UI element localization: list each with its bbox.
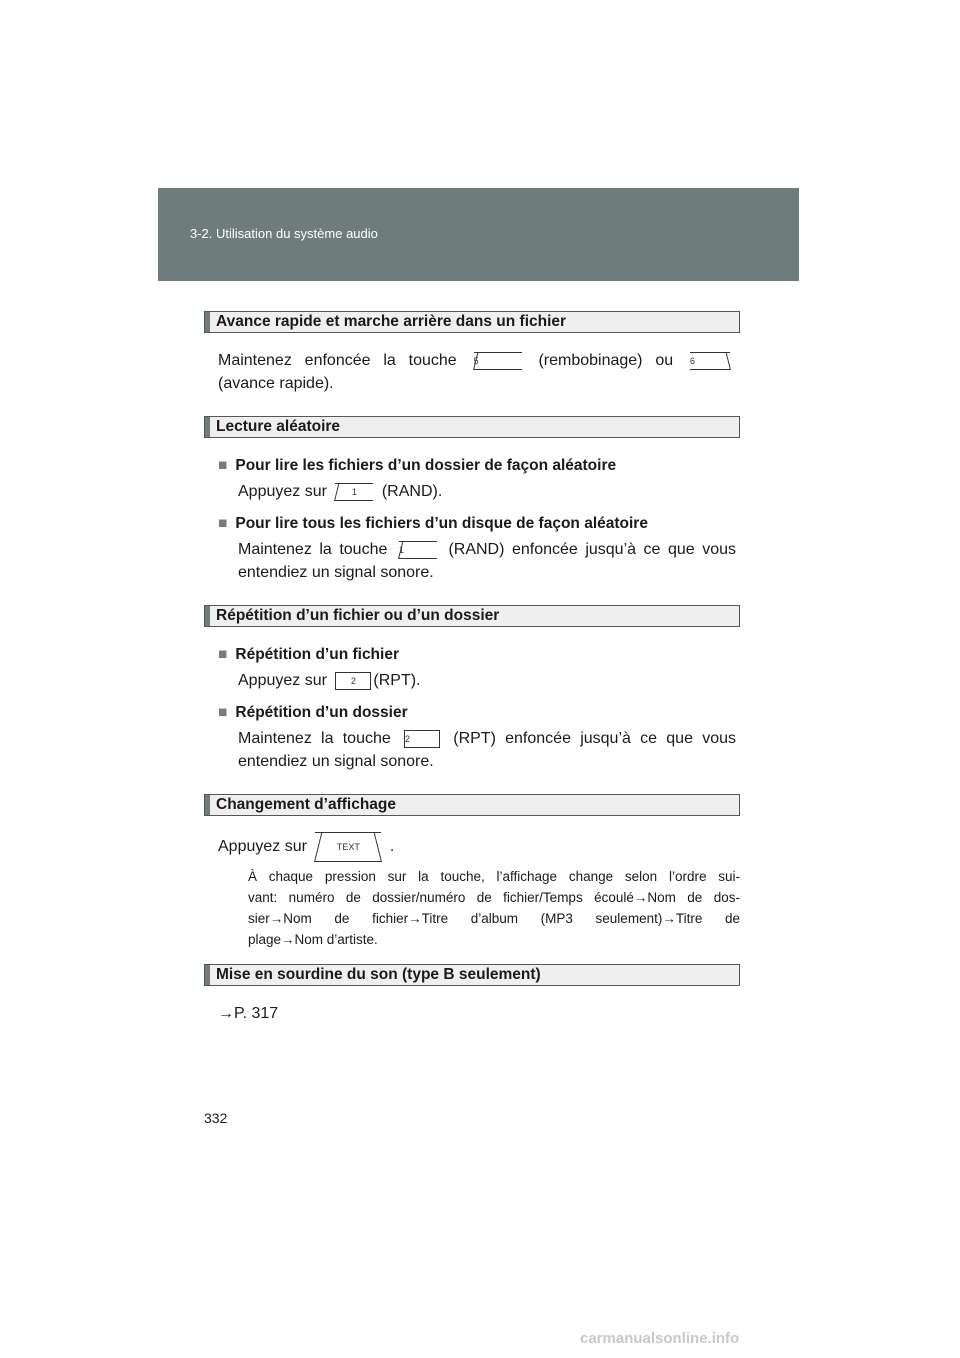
- chapter-title: 3-2. Utilisation du système audio: [190, 226, 378, 241]
- bullet-square-icon: ■: [218, 704, 228, 721]
- subsection-title-random-folder: ■ Pour lire les fichiers d’un dossier de façon aléatoire: [218, 457, 617, 474]
- repeat-folder-instruction-cont: entendiez un signal sonore.: [238, 753, 434, 770]
- section-title: Répétition d’un fichier ou d’un dossier: [216, 607, 500, 624]
- page-number: 332: [204, 1110, 228, 1126]
- section-title: Lecture aléatoire: [216, 418, 341, 435]
- button-1-icon: 1: [399, 541, 437, 559]
- watermark: carmanualsonline.info: [580, 1330, 740, 1347]
- bullet-square-icon: ■: [218, 515, 228, 532]
- bullet-square-icon: ■: [218, 457, 228, 474]
- page-reference-link[interactable]: →P. 317: [218, 1005, 279, 1022]
- display-instruction: Appuyez sur TEXT .: [218, 832, 394, 862]
- button-5-icon: 5: [474, 352, 522, 370]
- bullet-square-icon: ■: [218, 646, 228, 663]
- section-title: Changement d’affichage: [216, 796, 396, 813]
- random-disc-instruction: Maintenez la touche 1 (RAND) enfoncée jusqu’à ce que vous: [238, 541, 736, 558]
- section-header-fast-forward: [204, 311, 740, 333]
- button-2-icon: 2: [335, 672, 371, 690]
- subsection-title-repeat-folder: ■ Répétition d’un dossier: [218, 704, 408, 721]
- chapter-header-band: [158, 188, 799, 281]
- repeat-folder-instruction: Maintenez la touche 2 (RPT) enfoncée jusqu’à ce que vous: [238, 730, 736, 747]
- subsection-title-random-disc: ■ Pour lire tous les fichiers d’un disque de façon aléatoire: [218, 515, 648, 532]
- button-2-icon: 2: [404, 730, 440, 748]
- fast-forward-instruction: Maintenez enfoncée la touche 5 (rembobinage) ou 6: [218, 350, 734, 372]
- repeat-file-instruction: Appuyez sur 2 (RPT).: [238, 672, 421, 689]
- button-1-icon: 1: [335, 483, 373, 501]
- random-disc-instruction-cont: entendiez un signal sonore.: [238, 564, 434, 581]
- section-title: Avance rapide et marche arrière dans un fichier: [216, 313, 567, 330]
- section-title: Mise en sourdine du son (type B seulement): [216, 966, 541, 983]
- random-folder-instruction: Appuyez sur 1 (RAND).: [238, 483, 443, 500]
- section-header-mute: [204, 964, 740, 986]
- section-header-random: [204, 416, 740, 438]
- button-6-icon: 6: [690, 352, 730, 370]
- subsection-title-repeat-file: ■ Répétition d’un fichier: [218, 646, 399, 663]
- section-header-repeat: [204, 605, 740, 627]
- section-header-display: [204, 794, 740, 816]
- display-order-note: À chaque pression sur la touche, l’affichage change selon l’ordre sui- vant: numéro de dossier/numéro de fichier/Temps écoulé→Nom de dos- sier→Nom de fichier→Titre d’album (MP3 seulement)→Titre de plage→Nom d’artiste.: [248, 869, 740, 947]
- fast-forward-instruction-cont: (avance rapide).: [218, 375, 334, 392]
- text-button-icon: TEXT: [315, 832, 381, 862]
